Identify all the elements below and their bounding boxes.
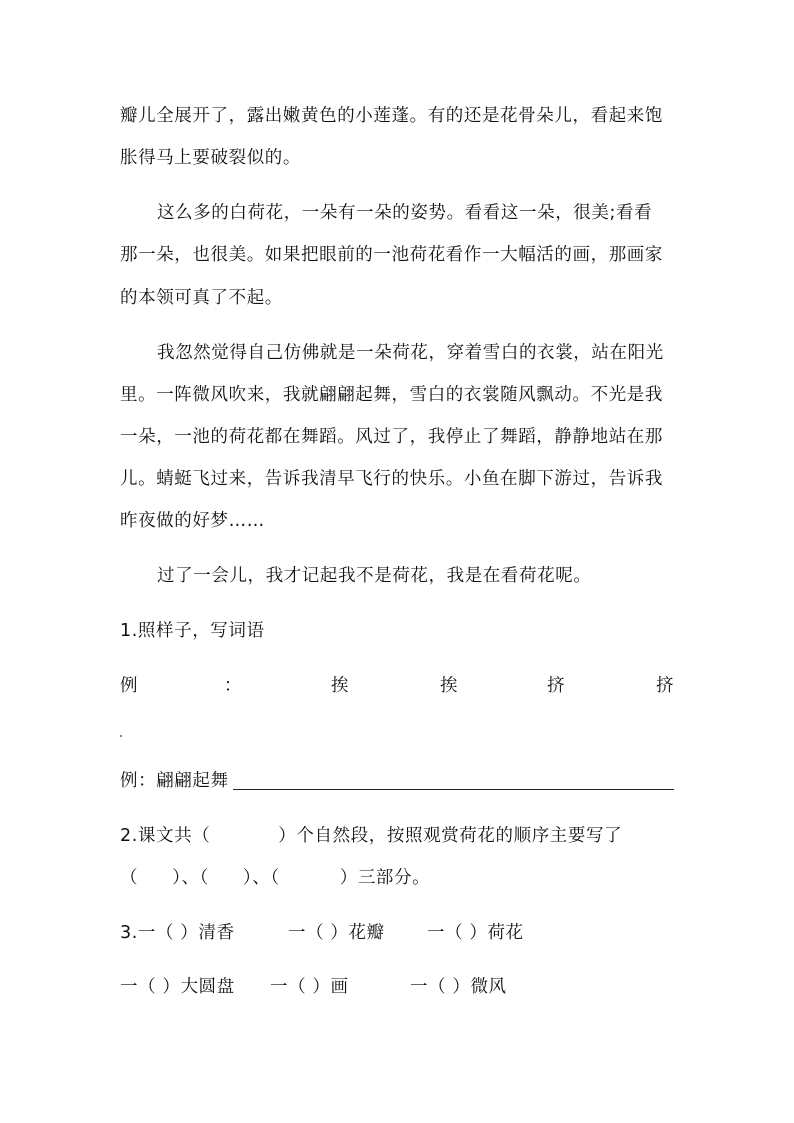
q3-item: 一（ ）荷花	[427, 923, 524, 943]
passage-p3-line1: 我忽然觉得自己仿佛就是一朵荷花，穿着雪白的衣裳，站在阳光	[157, 343, 664, 363]
q1-ex1-word: ：	[224, 676, 243, 696]
answer-line[interactable]	[233, 789, 674, 790]
q1-ex1-word: 例	[120, 676, 139, 696]
q1-ex1-word: 挤	[656, 676, 675, 696]
passage-p2-line2: 那一朵，也很美。如果把眼前的一池荷花看作一大幅活的画，那画家	[120, 245, 663, 265]
q2-text: ）、（	[172, 868, 209, 888]
passage-p2-line1: 这么多的白荷花，一朵有一朵的姿势。看看这一朵，很美;看看	[157, 203, 653, 223]
q2-line1	[120, 824, 622, 848]
q1-title: 1.照样子，写词语	[120, 621, 265, 641]
q3-item: 一（ ）微风	[410, 977, 507, 997]
q1-ex1-word: 挤	[547, 676, 566, 696]
passage-p3-line3: 一朵，一池的荷花都在舞蹈。风过了，我停止了舞蹈，静静地站在那	[120, 427, 663, 447]
q2-text: ）三部分。	[339, 868, 431, 888]
passage-p3-line2: 里。一阵微风吹来，我就翩翩起舞，雪白的衣裳随风飘动。不光是我	[120, 385, 663, 405]
q1-ex1-word: 挨	[331, 676, 350, 696]
stray-mark	[120, 735, 122, 737]
passage-p3-line5: 昨夜做的好梦……	[120, 511, 265, 531]
q2-text: 2.课文共（	[120, 826, 211, 846]
passage-p3-line4: 儿。蜻蜓飞过来，告诉我清早飞行的快乐。小鱼在脚下游过，告诉我	[120, 469, 663, 489]
passage-p4-line1: 过了一会儿，我才记起我不是荷花，我是在看荷花呢。	[157, 566, 592, 586]
q1-example-2: 例：翩翩起舞	[120, 771, 229, 791]
q2-text: ）、（	[242, 868, 280, 888]
q1-ex1-word: 挨	[440, 676, 459, 696]
passage-p1-line1: 瓣儿全展开了，露出嫩黄色的小莲蓬。有的还是花骨朵儿，看起来饱	[120, 106, 663, 126]
q2-text: ）个自然段，按照观赏荷花的顺序主要写了	[278, 826, 623, 846]
q2-line2	[120, 866, 430, 890]
passage-p1-line2: 胀得马上要破裂似的。	[120, 148, 301, 168]
passage-p2-line3: 的本领可真了不起。	[120, 288, 283, 308]
q2-text: （	[120, 868, 139, 888]
q3-item: 一（ ）画	[270, 977, 349, 997]
q3-item: 3.一（ ）清香	[120, 923, 235, 943]
q3-item: 一（ ）花瓣	[288, 923, 385, 943]
q1-example-1	[0, 674, 794, 698]
q3-item: 一（ ）大圆盘	[120, 977, 235, 997]
